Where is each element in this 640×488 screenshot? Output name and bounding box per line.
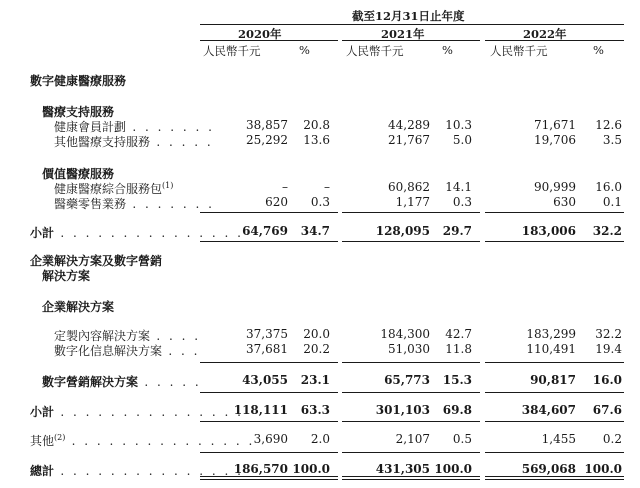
- total-double-rule-1-2020: [200, 476, 338, 477]
- year-2020-rule: [200, 40, 338, 41]
- rule-c-2020: [200, 362, 338, 363]
- amount-cell: 37,375: [246, 327, 288, 341]
- footnote-marker: (1): [162, 181, 174, 190]
- amount-cell: 21,767: [388, 133, 430, 147]
- percent-cell: 5.0: [452, 133, 472, 147]
- amount-cell: –: [282, 180, 288, 194]
- amount-cell: 38,857: [246, 118, 288, 132]
- row-label-text: 數字化信息解決方案: [54, 344, 163, 358]
- leader-dots: . . . . . . . . . . . . . . .: [54, 464, 244, 478]
- amount-cell: 43,055: [242, 373, 288, 387]
- percent-cell: 67.6: [592, 403, 622, 417]
- unit-2021: 人民幣千元: [346, 44, 404, 58]
- amount-cell: 183,299: [526, 327, 576, 341]
- amount-cell: 37,681: [246, 342, 288, 356]
- row-label: [54, 195, 214, 212]
- percent-cell: 19.4: [595, 342, 622, 356]
- pct-2021: %: [442, 43, 453, 57]
- percent-cell: 32.2: [592, 224, 622, 238]
- leader-dots: . . . . .: [138, 375, 202, 389]
- amount-cell: 184,300: [380, 327, 430, 341]
- section-digital-health: 數字健康醫療服務: [30, 74, 127, 88]
- amount-cell: 44,289: [388, 118, 430, 132]
- row-label-text: 其他: [30, 434, 55, 448]
- amount-cell: 630: [553, 195, 576, 209]
- rule-f-2021: [342, 452, 480, 453]
- percent-cell: 29.7: [442, 224, 472, 238]
- percent-cell: –: [324, 180, 330, 194]
- percent-cell: 69.8: [442, 403, 472, 417]
- total-double-rule-1-2021: [342, 476, 480, 477]
- amount-cell: 71,671: [534, 118, 576, 132]
- amount-cell: 19,706: [534, 133, 576, 147]
- percent-cell: 20.2: [303, 342, 330, 356]
- percent-cell: 63.3: [300, 403, 330, 417]
- rule-c-2022: [485, 362, 624, 363]
- amount-cell: 128,095: [375, 224, 430, 238]
- row-label-text: 小計: [30, 405, 55, 419]
- unit-2020: 人民幣千元: [203, 44, 261, 58]
- amount-cell: 65,773: [384, 373, 430, 387]
- leader-dots: . . . . . . . . . . . . . . .: [54, 405, 244, 419]
- rule-e-2021: [342, 421, 480, 422]
- amount-cell: 25,292: [246, 133, 288, 147]
- row-label-text: 數字營銷解決方案: [42, 375, 139, 389]
- total-double-rule-1-2022: [485, 476, 624, 477]
- section-medical-support: 醫療支持服務: [42, 105, 115, 119]
- percent-cell: 42.7: [445, 327, 472, 341]
- section-enterprise-solutions: 企業解決方案: [42, 300, 115, 314]
- pct-2022: %: [593, 43, 604, 57]
- row-label-text: 醫藥零售業務: [54, 197, 127, 211]
- leader-dots: . . .: [162, 344, 200, 358]
- leader-dots: . . . . .: [150, 135, 214, 149]
- rule-d-2022: [485, 392, 624, 393]
- row-label: [54, 133, 213, 150]
- amount-cell: 64,769: [242, 224, 288, 238]
- rule-b-2022: [485, 241, 624, 242]
- percent-cell: 0.3: [452, 195, 472, 209]
- section-value-based: 價值醫療服務: [42, 167, 115, 181]
- percent-cell: 3.5: [602, 133, 622, 147]
- row-label: [54, 342, 200, 359]
- percent-cell: 23.1: [300, 373, 330, 387]
- percent-cell: 20.8: [303, 118, 330, 132]
- percent-cell: 16.0: [592, 373, 622, 387]
- period-rule: [200, 24, 624, 25]
- total-double-rule-2-2020: [200, 479, 338, 480]
- amount-cell: 118,111: [233, 403, 288, 417]
- amount-cell: 301,103: [375, 403, 430, 417]
- row-label-text: 其他醫療支持服務: [54, 135, 151, 149]
- percent-cell: 34.7: [300, 224, 330, 238]
- rule-a-2020: [200, 212, 338, 213]
- percent-cell: 100.0: [584, 462, 622, 476]
- row-label: [30, 432, 255, 449]
- rule-d-2021: [342, 392, 480, 393]
- amount-cell: 431,305: [375, 462, 430, 476]
- amount-cell: 384,607: [521, 403, 576, 417]
- rule-b-2020: [200, 241, 338, 242]
- leader-dots: . . . .: [150, 329, 201, 343]
- year-2022-rule: [485, 40, 624, 41]
- percent-cell: 0.2: [602, 432, 622, 446]
- percent-cell: 13.6: [303, 133, 330, 147]
- footnote-marker: (2): [54, 433, 66, 442]
- total-double-rule-2-2022: [485, 479, 624, 480]
- total-double-rule-2-2021: [342, 479, 480, 480]
- amount-cell: 60,862: [388, 180, 430, 194]
- percent-cell: 0.1: [602, 195, 622, 209]
- row-label-text: 健康醫療綜合服務包: [54, 182, 163, 196]
- row-label-text: 小計: [30, 226, 55, 240]
- amount-cell: 1,177: [395, 195, 430, 209]
- amount-cell: 569,068: [521, 462, 576, 476]
- rule-a-2022: [485, 212, 624, 213]
- amount-cell: 90,999: [534, 180, 576, 194]
- percent-cell: 11.8: [445, 342, 472, 356]
- row-label-text: 健康會員計劃: [54, 120, 127, 134]
- amount-cell: 2,107: [395, 432, 430, 446]
- percent-cell: 14.1: [445, 180, 472, 194]
- rule-a-2021: [342, 212, 480, 213]
- rule-b-2021: [342, 241, 480, 242]
- percent-cell: 16.0: [595, 180, 622, 194]
- row-label-text: 總計: [30, 464, 55, 478]
- leader-dots: . . . . . . .: [126, 197, 215, 211]
- year-2021-rule: [342, 40, 480, 41]
- percent-cell: 32.2: [595, 327, 622, 341]
- row-label: [30, 403, 243, 420]
- leader-dots: . . . . . . .: [126, 120, 215, 134]
- percent-cell: 15.3: [442, 373, 472, 387]
- rule-e-2022: [485, 421, 624, 422]
- period-heading: 截至12月31日止年度: [352, 9, 465, 23]
- percent-cell: 2.0: [310, 432, 330, 446]
- section-enterprise-digital-cont: 解決方案: [42, 269, 91, 283]
- amount-cell: 620: [265, 195, 288, 209]
- amount-cell: 183,006: [521, 224, 576, 238]
- year-2020-heading: 2020年: [238, 27, 282, 41]
- leader-dots: . . . . . . . . . . . . . . .: [54, 226, 244, 240]
- leader-dots: . . . . . . . . . . . . . . .: [65, 434, 255, 448]
- row-label-text: 定製內容解決方案: [54, 329, 151, 343]
- rule-c-2021: [342, 362, 480, 363]
- year-2022-heading: 2022年: [523, 27, 567, 41]
- section-enterprise-digital: 企業解決方案及數字營銷: [30, 254, 163, 268]
- percent-cell: 0.5: [452, 432, 472, 446]
- year-2021-heading: 2021年: [381, 27, 425, 41]
- percent-cell: 20.0: [303, 327, 330, 341]
- percent-cell: 12.6: [595, 118, 622, 132]
- amount-cell: 1,455: [541, 432, 576, 446]
- amount-cell: 51,030: [388, 342, 430, 356]
- pct-2020: %: [299, 43, 310, 57]
- amount-cell: 110,491: [526, 342, 576, 356]
- percent-cell: 100.0: [434, 462, 472, 476]
- amount-cell: 90,817: [530, 373, 576, 387]
- rule-f-2020: [200, 452, 338, 453]
- percent-cell: 100.0: [292, 462, 330, 476]
- row-label: [42, 373, 201, 390]
- percent-cell: 10.3: [445, 118, 472, 132]
- unit-2022: 人民幣千元: [490, 44, 548, 58]
- rule-e-2020: [200, 421, 338, 422]
- rule-f-2022: [485, 452, 624, 453]
- amount-cell: 3,690: [253, 432, 288, 446]
- rule-d-2020: [200, 392, 338, 393]
- row-label: [30, 224, 243, 241]
- percent-cell: 0.3: [310, 195, 330, 209]
- amount-cell: 186,570: [233, 462, 288, 476]
